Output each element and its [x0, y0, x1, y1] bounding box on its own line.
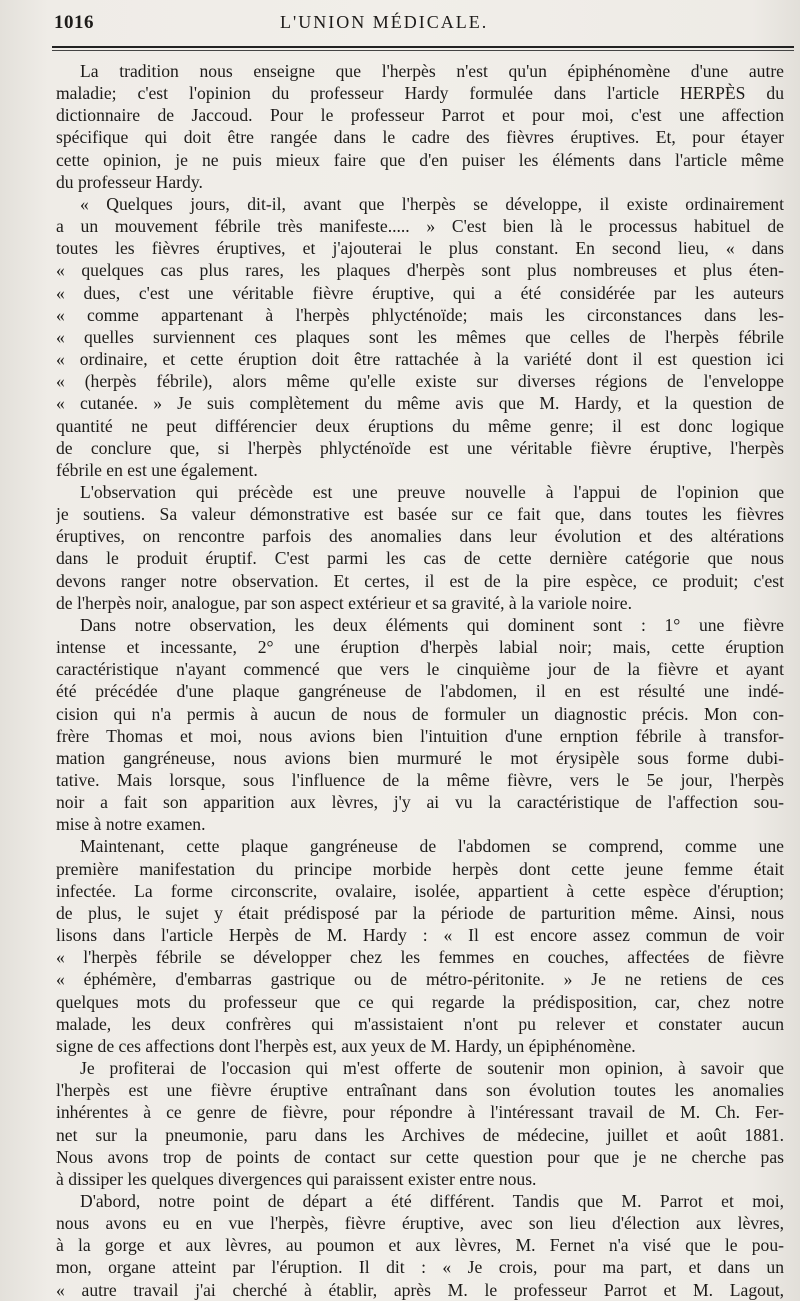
text-line: fébrile en est une également.: [56, 459, 258, 480]
text-line: « quelques cas plus rares, les plaques d'herpès sont plus nombreuses et plus éten-: [56, 260, 784, 281]
text-line: quelques mots du professeur que ce qui regarde la prédisposition, car, chez notre: [56, 991, 784, 1012]
text-line: du professeur Hardy.: [56, 171, 203, 192]
text-line: « éphémère, d'embarras gastrique ou de métro-péritonite. » Je ne retiens de ces: [56, 969, 784, 990]
text-line: D'abord, notre point de départ a été différent. Tandis que M. Parrot et moi,: [80, 1190, 784, 1211]
text-line: « autre travail j'ai cherché à établir, après M. le professeur Parrot et M. Lagout,: [56, 1279, 784, 1300]
text-line: a un mouvement fébrile très manifeste..... » C'est bien là le processus habituel de: [56, 216, 784, 237]
text-line: dictionnaire de Jaccoud. Pour le professeur Parrot et pour moi, c'est une affection: [56, 105, 784, 126]
text-line: été précédée d'une plaque gangréneuse de l'abdomen, il en est résulté une indé-: [56, 681, 784, 702]
text-line: maladie; c'est l'opinion du professeur Hardy formulée dans l'article HERPÈS du: [56, 83, 784, 104]
text-line: de plus, le sujet y était prédisposé par la période de parturition même. Ainsi, nous: [56, 902, 784, 923]
text-line: infectée. La forme circonscrite, ovalaire, isolée, appartient à cette espèce d'éruption;: [56, 880, 784, 901]
text-line: cision qui n'a permis à aucun de nous de formuler un diagnostic précis. Mon con-: [56, 703, 784, 724]
text-line: à la gorge et aux lèvres, au poumon et aux lèvres, M. Fernet n'a visé que le pou-: [56, 1235, 784, 1256]
text-line: « ordinaire, et cette éruption doit être rattachée à la variété dont il est question ici: [56, 349, 784, 370]
text-line: « cutanée. » Je suis complètement du même avis que M. Hardy, et la question de: [56, 393, 784, 414]
text-line: caractéristique n'ayant commencé que vers le cinquième jour de la fièvre et ayant: [56, 659, 784, 680]
text-line: spécifique qui doit être rangée dans le cadre des fièvres éruptives. Et, pour étayer: [56, 127, 784, 148]
article-body: [56, 60, 784, 1301]
text-line: « l'herpès fébrile se développer chez les femmes en couches, affectées de fièvre: [56, 947, 784, 968]
text-line: tative. Mais lorsque, sous l'influence de la même fièvre, vers le 5e jour, l'herpès: [56, 770, 784, 790]
text-line: cette opinion, je ne puis mieux faire que d'en puiser les éléments dans l'article même: [56, 149, 784, 170]
text-line: « (herpès fébrile), alors même qu'elle existe sur diverses régions de l'enveloppe: [56, 371, 784, 392]
text-line: de conclure que, si l'herpès phlycténoïde est une véritable fièvre éruptive, l'herpès: [56, 437, 784, 458]
text-line: malade, les deux confrères qui m'assistaient n'ont pu relever et constater aucun: [56, 1013, 784, 1034]
text-line: mise à notre examen.: [56, 814, 206, 835]
text-line: mon, organe atteint par l'éruption. Il dit : « Je crois, pour ma part, et dans un: [56, 1257, 784, 1278]
text-line: « comme appartenant à l'herpès phlycténoïde; mais les circonstances dans les-: [56, 304, 784, 325]
text-line: net sur la pneumonie, paru dans les Archives de médecine, juillet et août 1881.: [56, 1124, 784, 1145]
header-rule: [52, 46, 794, 51]
text-line: je soutiens. Sa valeur démonstrative est basée sur ce fait que, dans toutes les fièvres: [56, 504, 784, 525]
text-line: intense et incessante, 2° une éruption d'herpès labial noir; mais, cette éruption: [56, 637, 784, 658]
text-line: « Quelques jours, dit-il, avant que l'herpès se développe, il existe ordinairement: [80, 193, 784, 214]
text-line: toutes les fièvres éruptives, et j'ajouterai le plus constant. En second lieu, « dans: [56, 238, 784, 259]
text-line: Maintenant, cette plaque gangréneuse de l'abdomen se comprend, comme une: [80, 836, 784, 857]
text-line: quantité ne peut différencier deux éruptions du même genre; il est donc logique: [56, 415, 784, 436]
text-line: « quelles surviennent ces plaques sont les mêmes que celles de l'herpès fébrile: [56, 326, 784, 347]
text-line: devons ranger notre observation. Et certes, il est de la pire espèce, ce produit; c'est: [56, 570, 784, 591]
text-line: frère Thomas et moi, nous avions bien l'intuition d'une ernption fébrile à transfor-: [56, 725, 784, 746]
text-line: « dues, c'est une véritable fièvre éruptive, qui a été considérée par les auteurs: [56, 282, 784, 303]
text-line: Dans notre observation, les deux éléments qui dominent sont : 1° une fièvre: [80, 614, 784, 635]
text-line: de l'herpès noir, analogue, par son aspect extérieur et sa gravité, à la variole noire.: [56, 592, 632, 613]
text-line: Nous avons trop de points de contact sur cette question pour que je ne cherche pas: [56, 1146, 784, 1167]
text-line: l'herpès est une fièvre éruptive entraînant dans son évolution toutes les anomalies: [56, 1080, 784, 1101]
text-line: La tradition nous enseigne que l'herpès n'est qu'un épiphénomène d'une autre: [80, 61, 784, 81]
text-line: nous avons eu en vue l'herpès, fièvre éruptive, avec son lieu d'élection aux lèvres,: [56, 1213, 784, 1234]
text-line: mation gangréneuse, nous avions bien murmuré le mot érysipèle sous forme dubi-: [56, 747, 784, 768]
text-line: à dissiper les quelques divergences qui paraissent exister entre nous.: [56, 1168, 537, 1189]
text-line: inhérentes à ce genre de fièvre, pour répondre à l'intéressant travail de M. Ch. Fer-: [56, 1102, 784, 1123]
text-line: noir a fait son apparition aux lèvres, j'y ai vu la caractéristique de l'affection sou-: [56, 792, 784, 813]
text-line: signe de ces affections dont l'herpès est, aux yeux de M. Hardy, un épiphénomène.: [56, 1035, 636, 1056]
text-line: dans le produit éruptif. C'est parmi les cas de cette dernière catégorie que nous: [56, 548, 784, 569]
page-header: [52, 12, 790, 40]
page-number: 1016: [54, 12, 94, 33]
text-line: éruptives, on rencontre parfois des anomalies dans leur évolution et des altérations: [56, 526, 784, 547]
text-line: L'observation qui précède est une preuve nouvelle à l'appui de l'opinion que: [80, 481, 784, 502]
running-head: L'UNION MÉDICALE.: [280, 12, 489, 32]
text-line: lisons dans l'article Herpès de M. Hardy : « Il est encore assez commun de voir: [56, 925, 784, 946]
text-line: Je profiterai de l'occasion qui m'est offerte de soutenir mon opinion, à savoir que: [80, 1058, 784, 1079]
text-line: première manifestation du principe morbide herpès dont cette jeune femme était: [56, 858, 784, 879]
